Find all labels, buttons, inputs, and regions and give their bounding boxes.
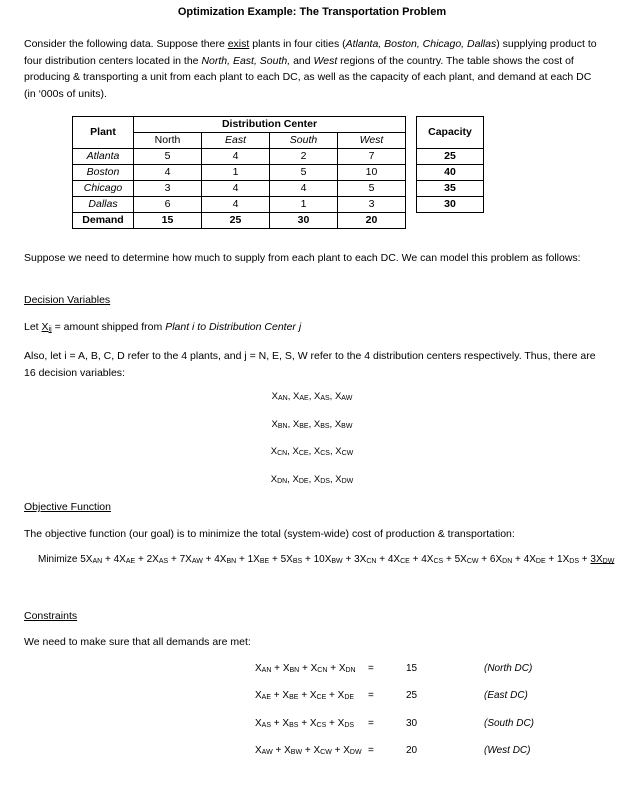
objective-term: $5X_{CW}$: [454, 554, 479, 565]
plant-name: Dallas: [73, 197, 134, 213]
demand-cell: 30: [270, 213, 338, 229]
dc-column-south: South: [270, 133, 338, 149]
decision-variable: $X_{CS}$: [313, 446, 330, 457]
let-line: Let $X_{ij}$ = amount shipped from Plant i to Distribution Center j: [24, 321, 302, 333]
objective-term: $4X_{CS}$: [421, 554, 444, 565]
table-row: [73, 149, 484, 165]
objective-term: $4X_{BN}$: [214, 554, 237, 565]
objective-prefix: Minimize: [38, 554, 81, 565]
demand-cell: 15: [134, 213, 202, 229]
plant-header: Plant: [73, 117, 134, 149]
cost-cell: 3: [338, 197, 406, 213]
constraint-equals: =: [368, 663, 374, 674]
cost-cell: 1: [202, 165, 270, 181]
plant-name: Chicago: [73, 181, 134, 197]
constraint-lhs: $X_{AS} + X_{BS} + X_{CS} + X_{DS}$: [255, 718, 355, 729]
decision-variable: $X_{BS}$: [313, 419, 330, 430]
dc-column-east: East: [202, 133, 270, 149]
decision-variable: $X_{AS}$: [313, 391, 330, 402]
constraint-rhs: 30: [406, 718, 418, 729]
decision-variable: $X_{CW}$: [335, 446, 354, 457]
decision-variable: $X_{BE}$: [292, 419, 309, 430]
objective-term: $3X_{DW}$: [590, 554, 615, 565]
table-row: [73, 197, 484, 213]
objective-term: $4X_{DE}$: [523, 554, 546, 565]
dc-column-north: North: [134, 133, 202, 149]
objective-term: $10X_{BW}$: [313, 554, 343, 565]
constraint-label: (East DC): [484, 690, 528, 701]
constraint-lhs: $X_{AE} + X_{BE} + X_{CE} + X_{DE}$: [255, 690, 355, 701]
objective-term: $6X_{DN}$: [489, 554, 513, 565]
capacity-cell: 35: [417, 181, 484, 197]
dc-header: Distribution Center: [134, 117, 406, 133]
cost-cell: 4: [202, 197, 270, 213]
cost-cell: 7: [338, 149, 406, 165]
constraint-label: (West DC): [484, 745, 531, 756]
constraint-row: [0, 663, 624, 679]
cost-cell: 4: [134, 165, 202, 181]
constraint-label: (South DC): [484, 718, 535, 729]
objective-term: $3X_{CN}$: [354, 554, 377, 565]
cost-cell: 5: [134, 149, 202, 165]
cost-cell: 5: [270, 165, 338, 181]
table-row: [73, 165, 484, 181]
variable-row: $X_{DN}$, $X_{DE}$, $X_{DS}$, $X_{DW}$: [270, 474, 354, 485]
constraints-text: We need to make sure that all demands are met:: [24, 636, 251, 648]
constraint-rhs: 15: [406, 663, 418, 674]
dc-column-west: West: [338, 133, 406, 149]
decision-variable: $X_{DW}$: [335, 474, 354, 485]
decision-variable: $X_{DN}$: [270, 474, 288, 485]
table-row: [73, 181, 484, 197]
objective-term: $1X_{DS}$: [557, 554, 580, 565]
objective-term: $4X_{AE}$: [113, 554, 136, 565]
cost-cell: 10: [338, 165, 406, 181]
decision-variable: $X_{DE}$: [292, 474, 309, 485]
decision-variable: $X_{AE}$: [293, 391, 309, 402]
objective-term: $5X_{BS}$: [280, 554, 303, 565]
variable-row: $X_{BN}$, $X_{BE}$, $X_{BS}$, $X_{BW}$: [271, 419, 353, 430]
demand-row: [73, 213, 484, 229]
constraint-row: [0, 718, 624, 734]
constraint-row: [0, 745, 624, 761]
capacity-cell: 30: [417, 197, 484, 213]
decision-variable: $X_{BN}$: [271, 419, 288, 430]
constraint-equals: =: [368, 718, 374, 729]
cost-cell: 4: [202, 181, 270, 197]
document-title: Optimization Example: The Transportation Problem: [177, 6, 447, 18]
model-intro: Suppose we need to determine how much to supply from each plant to each DC. We can model this problem as follows:: [24, 252, 581, 264]
decision-variable: $X_{AN}$: [271, 391, 288, 402]
constraint-lhs: $X_{AW} + X_{BW} + X_{CW} + X_{DW}$: [255, 745, 362, 756]
constraint-equals: =: [368, 690, 374, 701]
constraints-heading: Constraints: [24, 610, 78, 622]
cost-cell: 5: [338, 181, 406, 197]
cost-cell: 6: [134, 197, 202, 213]
decision-variable: $X_{CE}$: [292, 446, 309, 457]
demand-cell: 25: [202, 213, 270, 229]
capacity-cell: 25: [417, 149, 484, 165]
cost-cell: 2: [270, 149, 338, 165]
capacity-cell: 40: [417, 165, 484, 181]
demand-cell: 20: [338, 213, 406, 229]
decision-variable: $X_{AW}$: [334, 391, 353, 402]
objective-term: $7X_{AW}$: [179, 554, 203, 565]
decision-variable: $X_{DS}$: [313, 474, 330, 485]
variable-row: $X_{AN}$, $X_{AE}$, $X_{AS}$, $X_{AW}$: [271, 391, 353, 402]
plant-name: Boston: [73, 165, 134, 181]
cost-cell: 3: [134, 181, 202, 197]
cost-cell: 4: [202, 149, 270, 165]
constraint-lhs: $X_{AN} + X_{BN} + X_{CN} + X_{DN}$: [255, 663, 356, 674]
constraint-label: (North DC): [484, 663, 533, 674]
constraint-equals: =: [368, 745, 374, 756]
objective-term: $2X_{AS}$: [146, 554, 169, 565]
cost-table: [72, 116, 484, 229]
intro-paragraph: Consider the following data. Suppose there exist plants in four cities (Atlanta, Boston, Chicago, Dallas) supplying product to four distribution centers located in the North, East, South, and West regions of the country. The table shows the cost of producing & transporting a unit from each plant to each DC, as well as the capacity of each plant, and demand at each DC (in ‘000s of units).: [24, 38, 597, 100]
constraint-rhs: 25: [406, 690, 418, 701]
objective-term: $5X_{AN}$: [80, 554, 103, 565]
objective-term: $4X_{CE}$: [387, 554, 410, 565]
variable-row: $X_{CN}$, $X_{CE}$, $X_{CS}$, $X_{CW}$: [270, 446, 354, 457]
decision-variable: $X_{CN}$: [270, 446, 288, 457]
decision-variable: $X_{BW}$: [334, 419, 353, 430]
constraint-row: [0, 690, 624, 706]
also-line: Also, let i = A, B, C, D refer to the 4 plants, and j = N, E, S, W refer to the 4 distribution centers respectively. Thus, there are 16 decision variables:: [24, 350, 596, 379]
cost-cell: 1: [270, 197, 338, 213]
cost-cell: 4: [270, 181, 338, 197]
objective-text: The objective function (our goal) is to minimize the total (system-wide) cost of production & transportation:: [24, 528, 515, 540]
decision-heading: Decision Variables: [24, 294, 111, 306]
plant-name: Atlanta: [73, 149, 134, 165]
objective-term: $1X_{BE}$: [247, 554, 270, 565]
objective-function: Minimize $5X_{AN} + 4X_{AE} + 2X_{AS} + 7X_{AW} + 4X_{BN} + 1X_{BE} + 5X_{BS} + 10X_{BW} + 3X_{CN} + 4X_{CE} + 4X_{CS} + 5X_{CW} + 6X_{DN} + 4X_{DE} + 1X_{DS} + 3X_{DW}$: [38, 554, 615, 565]
capacity-header: Capacity: [417, 117, 484, 149]
objective-heading: Objective Function: [24, 501, 111, 513]
constraint-rhs: 20: [406, 745, 418, 756]
demand-label: Demand: [73, 213, 134, 229]
